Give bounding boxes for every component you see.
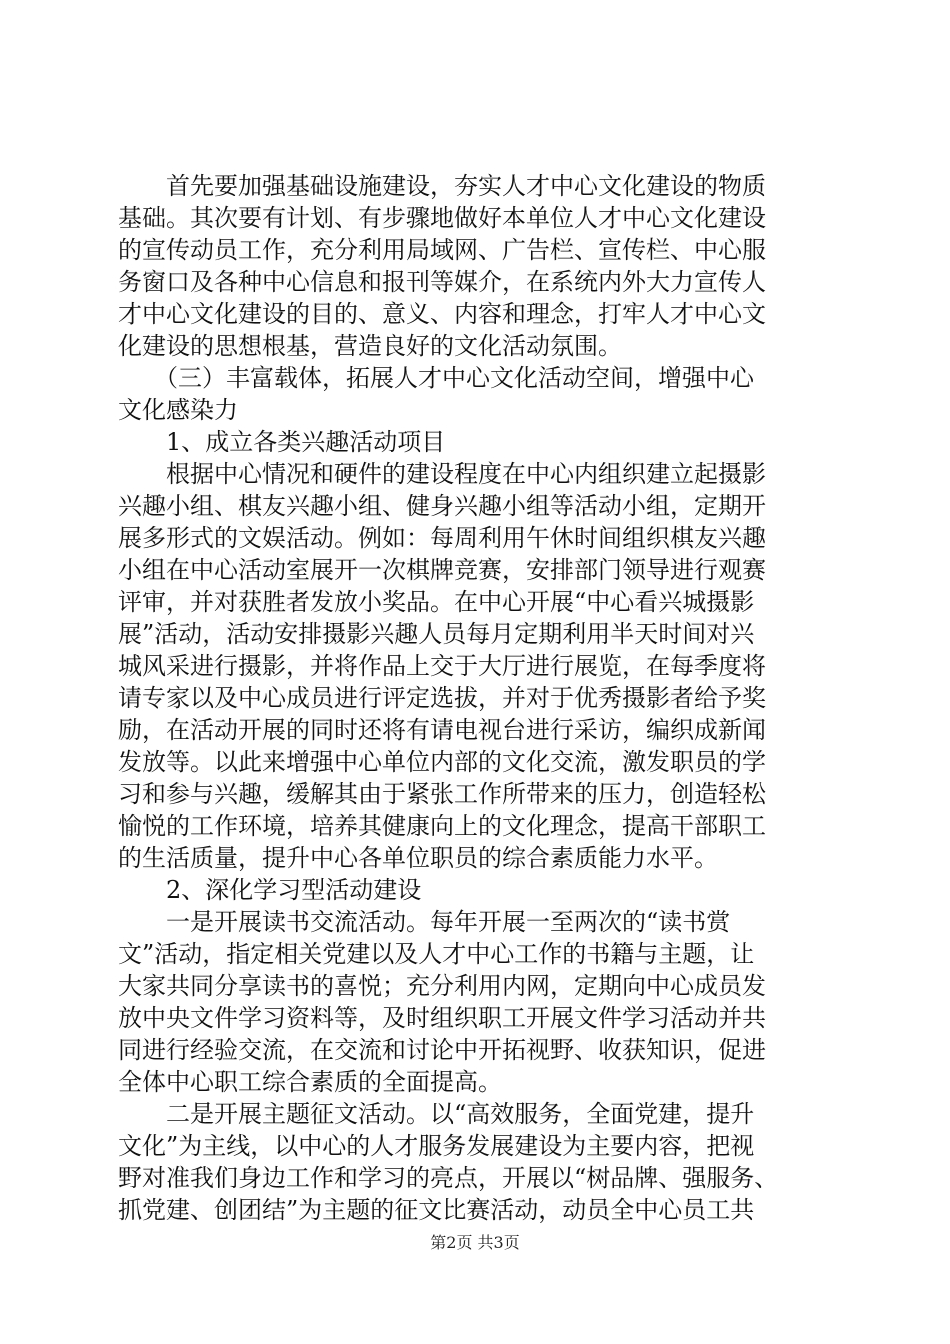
text-line: 基础。其次要有计划、有步骤地做好本单位人才中心文化建设 [118, 204, 766, 232]
text-line: 习和参与兴趣，缓解其由于紧张工作所带来的压力，创造轻松 [118, 780, 766, 808]
text-line: 放中央文件学习资料等，及时组织职工开展文件学习活动并共 [118, 1004, 766, 1032]
text-line: 二是开展主题征文活动。以“高效服务，全面党建，提升 [118, 1100, 755, 1128]
text-line: 首先要加强基础设施建设，夯实人才中心文化建设的物质 [118, 172, 766, 200]
text-line: 抓党建、创团结”为主题的征文比赛活动，动员全中心员工共 [118, 1196, 755, 1224]
text-line: 全体中心职工综合素质的全面提高。 [118, 1068, 502, 1096]
text-line: 文”活动，指定相关党建以及人才中心工作的书籍与主题，让 [118, 940, 755, 968]
subsection-heading: 1、成立各类兴趣活动项目 [118, 428, 446, 456]
text-line: 愉悦的工作环境，培养其健康向上的文化理念，提高干部职工 [118, 812, 766, 840]
text-line: 请专家以及中心成员进行评定选拔，并对于优秀摄影者给予奖 [118, 684, 766, 712]
text-line: 大家共同分享读书的喜悦；充分利用内网，定期向中心成员发 [118, 972, 766, 1000]
text-line: 一是开展读书交流活动。每年开展一至两次的“读书赏 [118, 908, 731, 936]
text-line: 小组在中心活动室展开一次棋牌竞赛，安排部门领导进行观赛 [118, 556, 766, 584]
text-line: 化建设的思想根基，营造良好的文化活动氛围。 [118, 332, 622, 360]
text-line: 展”活动，活动安排摄影兴趣人员每月定期利用半天时间对兴 [118, 620, 755, 648]
text-line: 根据中心情况和硬件的建设程度在中心内组织建立起摄影 [118, 460, 766, 488]
text-line: 文化”为主线，以中心的人才服务发展建设为主要内容，把视 [118, 1132, 755, 1160]
text-line: 野对准我们身边工作和学习的亮点，开展以“树品牌、强服务、 [118, 1164, 779, 1192]
text-line: 的宣传动员工作，充分利用局域网、广告栏、宣传栏、中心服 [118, 236, 766, 264]
subsection-heading: 2、深化学习型活动建设 [118, 876, 422, 904]
text-line: 务窗口及各种中心信息和报刊等媒介，在系统内外大力宣传人 [118, 268, 766, 296]
text-line: 的生活质量，提升中心各单位职员的综合素质能力水平。 [118, 844, 718, 872]
section-heading: （三）丰富载体，拓展人才中心文化活动空间，增强中心 [118, 364, 754, 392]
text-line: 城风采进行摄影，并将作品上交于大厅进行展览，在每季度将 [118, 652, 766, 680]
text-line: 才中心文化建设的目的、意义、内容和理念，打牢人才中心文 [118, 300, 766, 328]
text-line: 励，在活动开展的同时还将有请电视台进行采访，编织成新闻 [118, 716, 766, 744]
page-footer: 第2页 共3页 [430, 1233, 520, 1252]
text-line: 兴趣小组、棋友兴趣小组、健身兴趣小组等活动小组，定期开 [118, 492, 766, 520]
text-line: 发放等。以此来增强中心单位内部的文化交流，激发职员的学 [118, 748, 766, 776]
text-line: 评审，并对获胜者发放小奖品。在中心开展“中心看兴城摄影 [118, 588, 755, 616]
section-heading: 文化感染力 [118, 396, 238, 424]
text-line: 同进行经验交流，在交流和讨论中开拓视野、收获知识，促进 [118, 1036, 766, 1064]
text-line: 展多形式的文娱活动。例如：每周利用午休时间组织棋友兴趣 [118, 524, 766, 552]
